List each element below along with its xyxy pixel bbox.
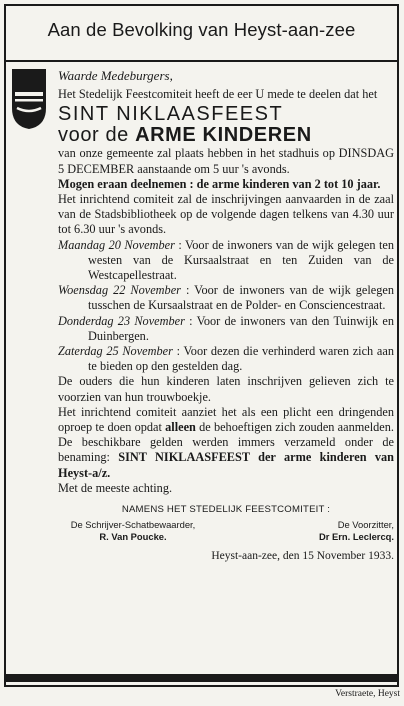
participants-paragraph [58,177,394,192]
appeal-paragraph [58,405,394,481]
intro-paragraph: Het Stedelijk Feestcomiteit heeft de eer U mede te deelen dat het [58,87,378,102]
appeal-pre: Het inrichtend comiteit aanziet het als een plicht een dringenden oproep te doen opdat [58,404,394,435]
poster-title: Aan de Bevolking van Heyst-aan-zee [47,19,356,40]
appeal-em: alleen [165,420,196,435]
announcement-body [58,68,394,564]
signature-left-name: R. Van Poucke. [99,531,167,543]
date-line: Heyst-aan-zee, den 15 November 1933. [211,550,394,563]
schedule-day: Zaterdag 25 November [58,344,173,359]
schedule-day: Donderdag 23 November [58,313,185,328]
signatures-row [58,519,394,543]
participants-value: de arme kinderen van 2 tot 10 jaar. [196,176,381,191]
schedule-text: : Voor de inwoners van de wijk gelegen ten westen van de Kursaalstraat en ten Zuiden van de Westcapellestraat. [88,237,394,283]
schedule-item [58,238,394,284]
schedule-day: Maandag 20 November [58,237,175,252]
poster [4,4,399,687]
registration-paragraph: Het inrichtend comiteit zal de inschrijvingen aanvaarden in de zaal van de Stadsbibliotheek op de volgende dagen telkens van 4.30 uur tot 6.30 uur 's avonds. [58,192,394,237]
event-title: SINT NIKLAASFEEST [58,103,284,126]
participants-label: Mogen eraan deelnemen : [58,176,197,191]
parents-paragraph: De ouders die hun kinderen laten inschrijven gelieven zich te voorzien van hun trouwboekje. [58,374,394,404]
footer-bar [6,674,397,682]
schedule-day: Woensdag 22 November [58,283,181,298]
signatures-heading: NAMENS HET STEDELIJK FEESTCOMITEIT : [121,504,331,516]
appeal-em2: SINT NIKLAASFEEST der arme kinderen van Heyst-a/z. [58,450,394,480]
schedule-item [58,314,394,344]
coat-of-arms-icon [11,68,47,130]
signature-left [58,519,208,543]
event-subtitle-pre: voor de [58,124,136,147]
schedule-text: : Voor de inwoners van de wijk gelegen tusschen de Kursaalstraat en de Polder- en Consciencestraat. [88,283,394,313]
closing-line: Met de meeste achting. [58,480,173,495]
appeal-mid: de behoeftigen zich zouden aanmelden. De beschikbare gelden werden immers verzameld onder de benaming: [58,420,394,465]
schedule-item [58,283,394,313]
signature-right [244,519,394,543]
poster-header [6,6,397,62]
printer-credit: Verstraete, Heyst [335,689,400,699]
schedule-item [58,344,394,374]
event-subtitle-em: ARME KINDEREN [135,124,312,147]
schedule-text: : Voor dezen die verhinderd waren zich aan te bieden op den gestelden dag. [88,344,394,374]
event-subtitle [58,124,394,146]
signature-left-role: De Schrijver-Schatbewaarder, [70,519,196,531]
schedule-text: : Voor de inwoners van den Tuinwijk en Duinbergen. [88,313,394,343]
signature-right-role: De Voorzitter, [337,519,394,531]
venue-paragraph: van onze gemeente zal plaats hebben in het stadhuis op DINSDAG 5 DECEMBER aanstaande om 5 uur 's avonds. [58,146,394,176]
signature-right-name: Dr Ern. Leclercq. [318,531,394,543]
greeting: Waarde Medeburgers, [58,68,173,83]
